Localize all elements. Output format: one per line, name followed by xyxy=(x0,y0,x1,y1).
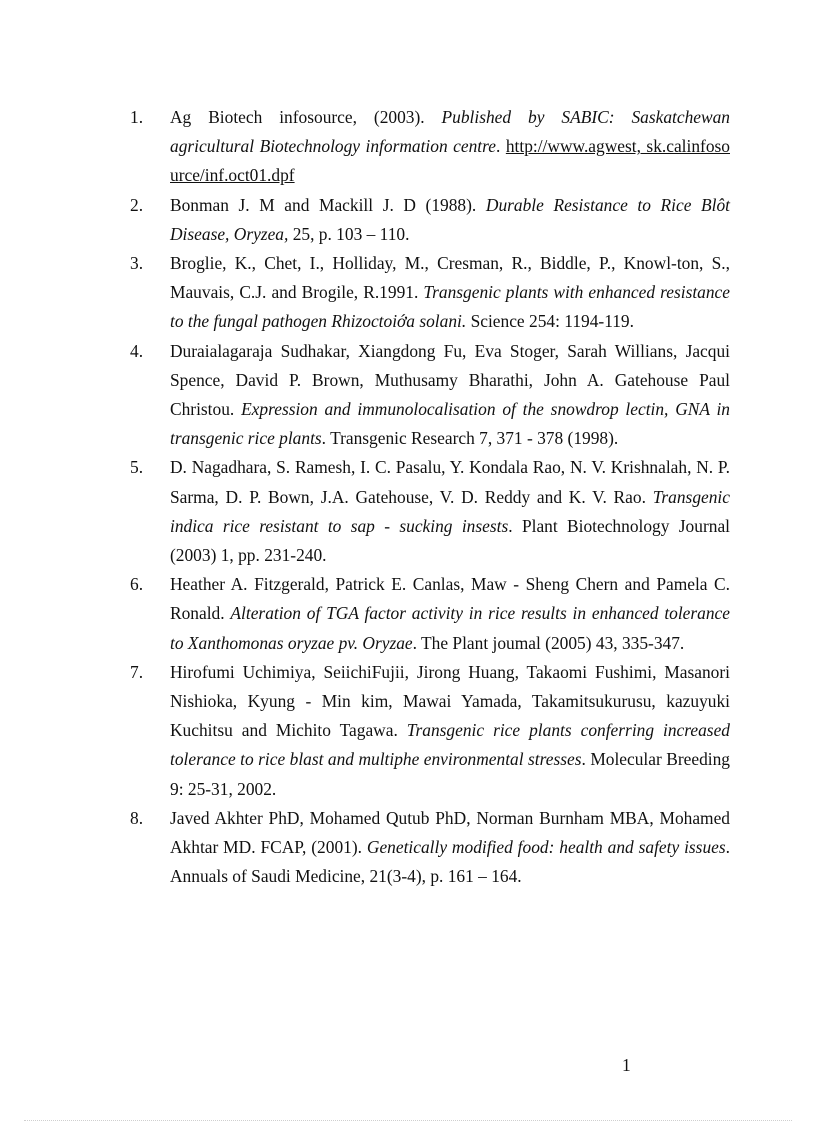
reference-item-3 xyxy=(130,249,730,337)
reference-title: Durable Resistance to Rice Blôt Disease, Oryzea, xyxy=(170,194,731,244)
reference-list xyxy=(130,103,730,891)
reference-title: Alteration of TGA factor activity in rice results in enhanced tolerance to Xanthomonas oryzae pv. Oryzae xyxy=(170,603,730,653)
reference-item-7 xyxy=(130,658,730,804)
reference-link[interactable]: http://www.agwest, sk.calinfosource/inf.oct01.dpf xyxy=(170,136,730,186)
reference-number: 5. xyxy=(130,457,144,478)
reference-source: 25, p. 103 – 110. xyxy=(292,223,410,244)
reference-text xyxy=(170,804,730,892)
reference-authors: Ag Biotech infosource, (2003). xyxy=(170,107,425,127)
reference-authors: Bonman J. M and Mackill J. D (1988). xyxy=(170,194,477,215)
reference-authors: Hirofumi Uchimiya, SeiichiFujii, Jirong Huang, Takaomi Fushimi, Masanori Nishioka, Kyung - Min kim, Mawai Yamada, Takamitsukurusu, kazuyuki Kuchitsu and Michito Tagawa. xyxy=(170,661,730,741)
reference-authors: Javed Akhter PhD, Mohamed Qutub PhD, Norman Burnham MBA, Mohamed Akhtar MD. FCAP, (2001). xyxy=(170,807,730,858)
reference-source: Transgenic Research 7, 371 - 378 (1998). xyxy=(330,428,619,449)
reference-number: 3. xyxy=(130,253,144,274)
reference-text xyxy=(170,658,730,804)
reference-authors: Heather A. Fitzgerald, Patrick E. Canlas, Maw - Sheng Chern and Pamela C. Ronald. xyxy=(170,574,730,624)
page-bottom-divider xyxy=(24,1120,792,1121)
reference-item-2 xyxy=(130,191,730,249)
reference-title-separator: . xyxy=(725,837,730,858)
reference-title: Genetically modified food: health and safety issues xyxy=(366,837,726,858)
reference-title-separator: . xyxy=(321,428,331,449)
reference-number: 6. xyxy=(130,574,144,595)
reference-authors: Broglie, K., Chet, I., Holliday, M., Cresman, R., Biddle, P., Knowl-ton, S., Mauvais, C.J. and Brogile, R.1991. xyxy=(170,253,730,303)
reference-item-1 xyxy=(130,103,730,191)
reference-source: The Plant joumal (2005) 43, 335-347. xyxy=(421,632,685,653)
reference-item-6 xyxy=(130,570,730,658)
reference-item-8 xyxy=(130,804,730,892)
reference-text xyxy=(170,249,730,337)
reference-source: Plant Biotechnology Journal (2003) 1, pp. 231-240. xyxy=(170,515,730,566)
reference-authors: Duraialagaraja Sudhakar, Xiangdong Fu, Eva Stoger, Sarah Willians, Jacqui Spence, David P. Brown, Muthusamy Bharathi, John A. Gatehouse Paul Christou. xyxy=(170,340,730,420)
reference-number: 1. xyxy=(130,107,144,127)
reference-source: Science 254: 1194-119. xyxy=(470,311,634,332)
reference-title: Expression and immunolocalisation of the snowdrop lectin, GNA in transgenic rice plants xyxy=(170,399,730,449)
reference-text xyxy=(170,453,730,570)
reference-item-5 xyxy=(130,453,730,570)
reference-item-4 xyxy=(130,337,730,454)
reference-title: Transgenic rice plants conferring increased tolerance to rice blast and multiphe environmental stresses xyxy=(170,720,730,770)
reference-title: Transgenic indica rice resistant to sap - sucking insests xyxy=(170,486,730,536)
reference-number: 4. xyxy=(130,340,144,361)
reference-text xyxy=(170,103,730,191)
reference-text xyxy=(170,570,730,658)
reference-authors: D. Nagadhara, S. Ramesh, I. C. Pasalu, Y. Kondala Rao, N. V. Krishnalah, N. P. Sarma, D. P. Bown, J.A. Gatehouse, V. D. Reddy and K. V. Rao. xyxy=(170,457,730,507)
reference-title-separator: . xyxy=(581,749,591,770)
reference-text xyxy=(170,337,730,454)
reference-title-separator: . xyxy=(495,136,506,157)
reference-title-separator: . xyxy=(412,632,422,653)
reference-title: Published by SABIC: Saskatchewan agricultural Biotechnology information centre xyxy=(170,107,730,157)
reference-number: 2. xyxy=(130,194,144,215)
reference-title: Transgenic plants with enhanced resistance to the fungal pathogen Rhizoctoiớa solani. xyxy=(170,282,730,332)
reference-number: 8. xyxy=(130,807,144,828)
reference-number: 7. xyxy=(130,661,144,682)
reference-title-separator: . xyxy=(508,515,522,536)
page-number: 1 xyxy=(622,1055,631,1075)
reference-text xyxy=(170,191,730,249)
reference-source: Annuals of Saudi Medicine, 21(3-4), p. 161 – 164. xyxy=(170,866,522,887)
reference-source: Molecular Breeding 9: 25-31, 2002. xyxy=(170,749,730,799)
